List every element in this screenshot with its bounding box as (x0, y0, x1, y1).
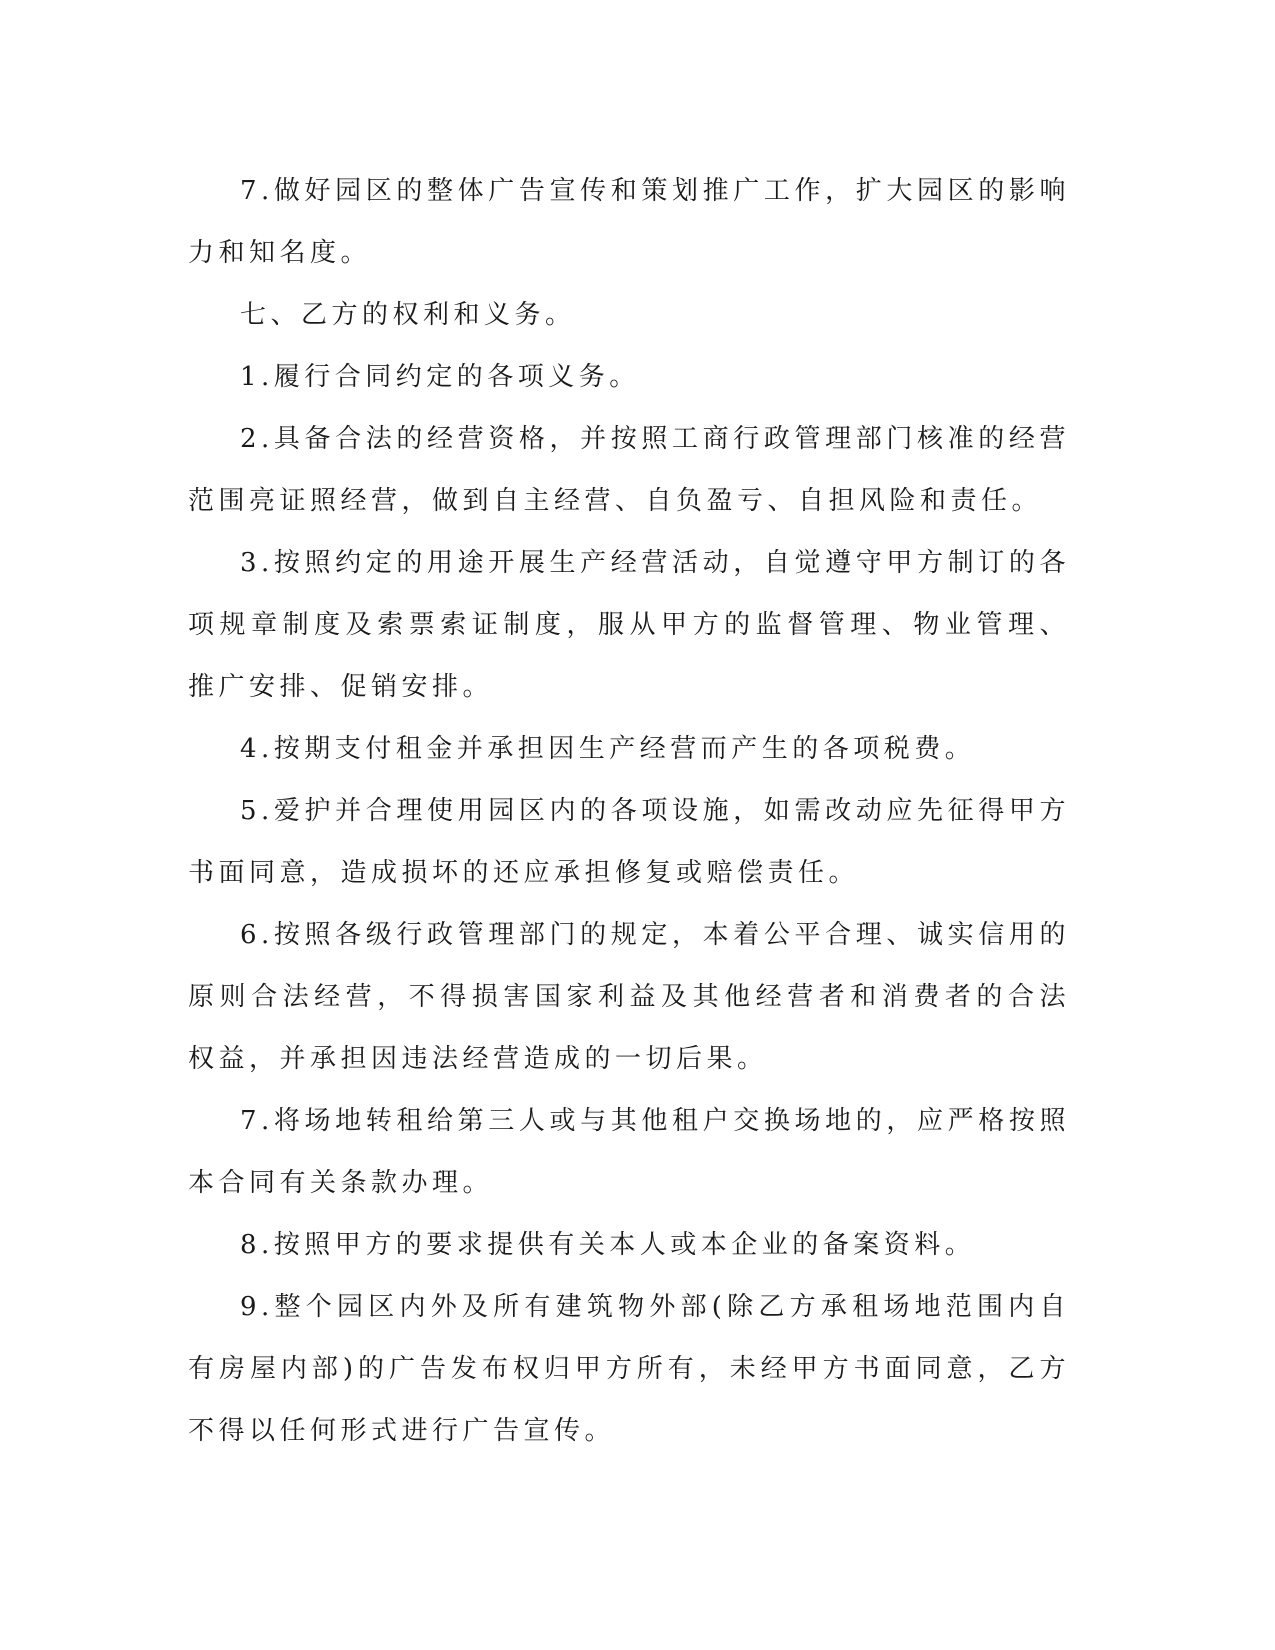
paragraph-clause-6: 6.按照各级行政管理部门的规定，本着公平合理、诚实信用的原则合法经营，不得损害国家利益及其他经营者和消费者的合法权益，并承担因违法经营造成的一切后果。 (188, 920, 1070, 1074)
paragraph-clause-8: 8.按照甲方的要求提供有关本人或本企业的备案资料。 (240, 1230, 976, 1260)
paragraph-clause-5: 5.爱护并合理使用园区内的各项设施，如需改动应先征得甲方书面同意，造成损坏的还应承担修复或赔偿责任。 (188, 796, 1070, 888)
section-heading-party-b-rights: 七、乙方的权利和义务。 (240, 300, 576, 330)
paragraph-clause-7: 7.将场地转租给第三人或与其他租户交换场地的，应严格按照本合同有关条款办理。 (188, 1106, 1070, 1198)
document-body (188, 160, 1070, 1462)
paragraph-clause-1: 1.履行合同约定的各项义务。 (240, 362, 640, 392)
paragraph-clause-4: 4.按期支付租金并承担因生产经营而产生的各项税费。 (240, 734, 976, 764)
paragraph-clause-3: 3.按照约定的用途开展生产经营活动，自觉遵守甲方制订的各项规章制度及索票索证制度，服从甲方的监督管理、物业管理、推广安排、促销安排。 (188, 548, 1070, 702)
paragraph-clause-9: 9.整个园区内外及所有建筑物外部(除乙方承租场地范围内自有房屋内部)的广告发布权归甲方所有，未经甲方书面同意，乙方不得以任何形式进行广告宣传。 (188, 1292, 1070, 1446)
paragraph-clause-2: 2.具备合法的经营资格，并按照工商行政管理部门核准的经营范围亮证照经营，做到自主经营、自负盈亏、自担风险和责任。 (188, 424, 1070, 516)
paragraph-park-promotion: 7.做好园区的整体广告宣传和策划推广工作，扩大园区的影响力和知名度。 (188, 176, 1070, 268)
